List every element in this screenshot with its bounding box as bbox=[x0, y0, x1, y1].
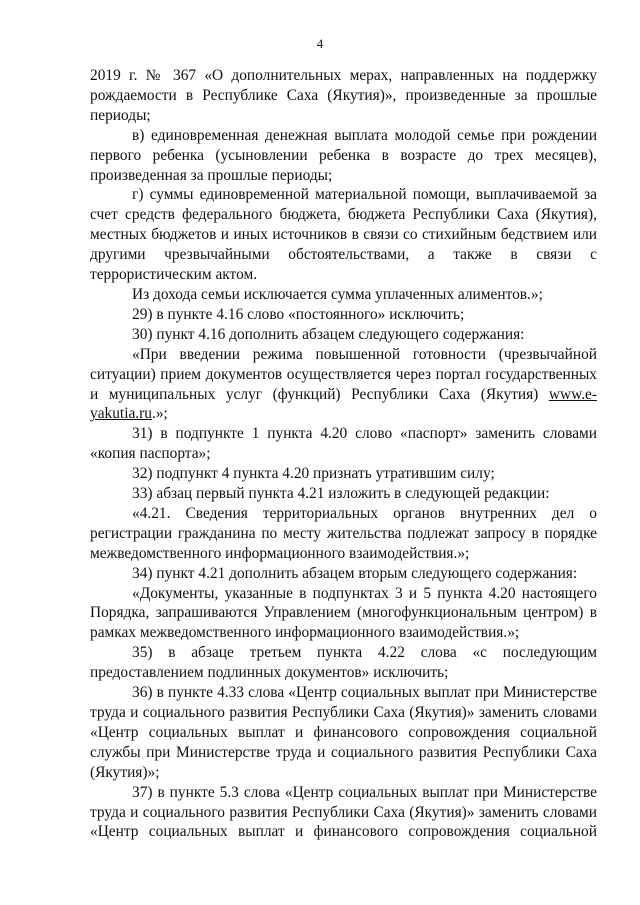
paragraph-7-tail: .»; bbox=[151, 405, 168, 423]
paragraph-3: г) суммы единовременной материальной помощи, выплачиваемой за счет средств федерального бюджета, бюджета Республики Саха (Якутия), местных бюджетов и иных источников в связи со стихийным бедствием или другими чрезвычайными обстоятельствами, а также в связи с террористическим актом. bbox=[90, 186, 597, 284]
paragraph-2: в) единовременная денежная выплата молодой семье при рождении первого ребенка (усыновлении ребенка в возрасте до трех месяцев), произведенная за прошлые периоды; bbox=[90, 126, 597, 184]
paragraph-8: 31) в подпункте 1 пункта 4.20 слово «паспорт» заменить словами «копия паспорта»; bbox=[90, 425, 597, 463]
paragraph-7 bbox=[90, 345, 597, 425]
page-number: 4 bbox=[316, 36, 324, 51]
portal-link[interactable]: www.e-yakutia.ru bbox=[90, 385, 597, 423]
paragraph-4: Из дохода семьи исключается сумма уплаченных алиментов.»; bbox=[132, 285, 543, 303]
paragraph-6: 30) пункт 4.16 дополнить абзацем следующего содержания: bbox=[132, 325, 525, 343]
paragraph-13: «Документы, указанные в подпунктах 3 и 5 пункта 4.20 настоящего Порядка, запрашиваются Управлением (многофункциональным центром) в рамках межведомственного информационного взаимодействия.»; bbox=[90, 584, 597, 642]
paragraph-15: 36) в пункте 4.33 слова «Центр социальных выплат при Министерстве труда и социального развития Республики Саха (Якутия)» заменить словами «Центр социальных выплат и финансового сопровождения социальной службы при Министерстве труда и социального развития Республики Саха (Якутия)»; bbox=[90, 684, 597, 781]
paragraph-11: «4.21. Сведения территориальных органов внутренних дел о регистрации гражданина по месту жительства подлежат запросу в порядке межведомственного информационного взаимодействия.»; bbox=[90, 504, 597, 562]
paragraph-16: 37) в пункте 5.3 слова «Центр социальных выплат при Министерстве труда и социального развития Республики Саха (Якутия)» заменить словами «Центр социальных выплат и финансового сопровождения социальной bbox=[90, 783, 597, 841]
paragraph-10: 33) абзац первый пункта 4.21 изложить в следующей редакции: bbox=[132, 485, 550, 503]
paragraph-12: 34) пункт 4.21 дополнить абзацем вторым следующего содержания: bbox=[132, 564, 578, 582]
paragraph-1: 2019 г. № 367 «О дополнительных мерах, направленных на поддержку рождаемости в Республике Саха (Якутия)», произведенные за прошлые периоды; bbox=[90, 67, 597, 124]
paragraph-9: 32) подпункт 4 пункта 4.20 признать утратившим силу; bbox=[132, 465, 495, 483]
paragraph-7-text: «При введении режима повышенной готовности (чрезвычайной ситуации) прием документов осуществляется через портал государственных и муниципальных услуг (функций) Республики Саха (Якутия) bbox=[90, 345, 597, 403]
paragraph-5: 29) в пункте 4.16 слово «постоянного» исключить; bbox=[132, 305, 465, 323]
document-body bbox=[90, 66, 597, 842]
paragraph-14: 35) в абзаце третьем пункта 4.22 слова «с последующим предоставлением подлинных документов» исключить; bbox=[90, 644, 597, 682]
